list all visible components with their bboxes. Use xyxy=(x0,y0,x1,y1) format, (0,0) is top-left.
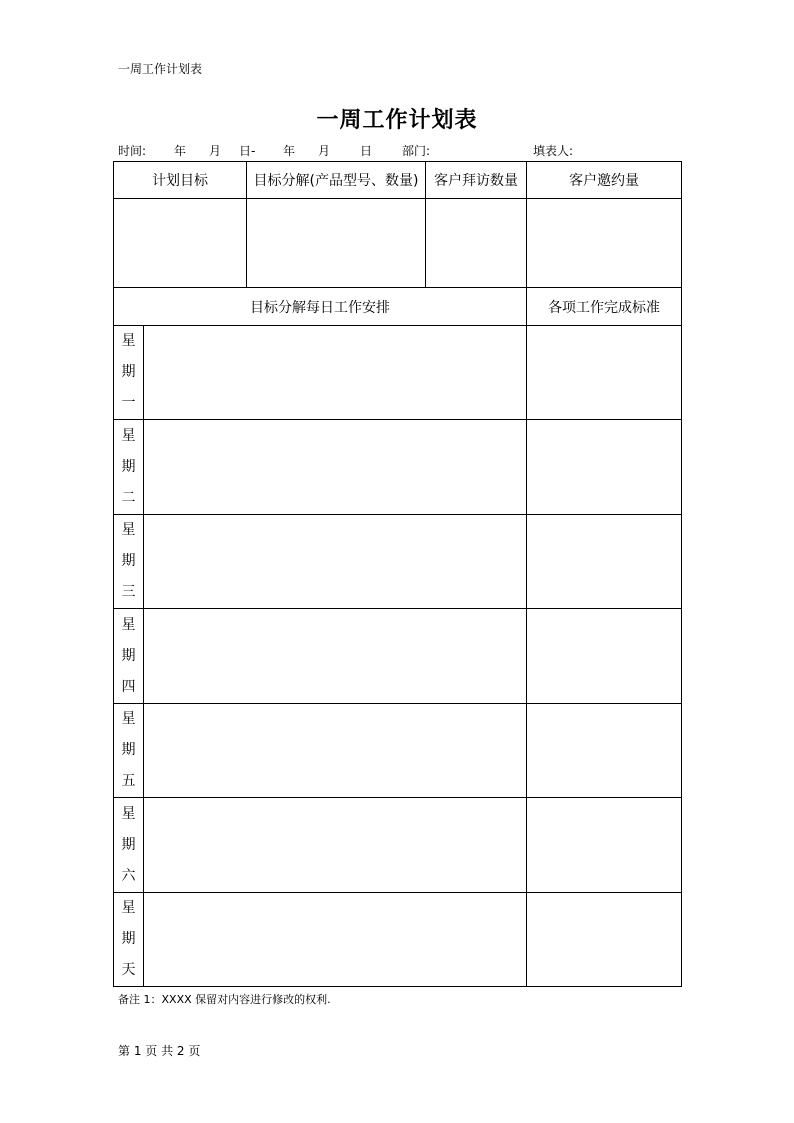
day-label-friday: 星 期 五 xyxy=(114,704,144,798)
day-label-thursday: 星 期 四 xyxy=(114,609,144,704)
month-label-end: 月 xyxy=(318,144,331,158)
header-goal-breakdown: 目标分解(产品型号、数量) xyxy=(247,162,426,199)
goal-input-row xyxy=(114,199,682,288)
day-label-end: 日 xyxy=(360,144,373,158)
day-row-sunday xyxy=(114,893,682,987)
section-header-row xyxy=(114,288,682,326)
footnote: 备注 1：XXXX 保留对内容进行修改的权利. xyxy=(118,993,331,1006)
plan-goal-cell[interactable] xyxy=(114,199,247,288)
day-label-tuesday: 星 期 二 xyxy=(114,420,144,515)
wednesday-standard-cell[interactable] xyxy=(527,515,682,609)
day-row-friday xyxy=(114,704,682,798)
time-label: 时间: xyxy=(118,144,147,158)
saturday-standard-cell[interactable] xyxy=(527,798,682,893)
section-completion-standard: 各项工作完成标准 xyxy=(527,288,682,326)
thursday-standard-cell[interactable] xyxy=(527,609,682,704)
running-header: 一周工作计划表 xyxy=(118,62,203,76)
year-label-start: 年 xyxy=(174,144,187,158)
day-label-saturday: 星 期 六 xyxy=(114,798,144,893)
header-customer-visits: 客户拜访数量 xyxy=(426,162,527,199)
header-row xyxy=(114,162,682,199)
goal-breakdown-cell[interactable] xyxy=(247,199,426,288)
tuesday-schedule-cell[interactable] xyxy=(144,420,527,515)
month-label-start: 月 xyxy=(209,144,222,158)
saturday-schedule-cell[interactable] xyxy=(144,798,527,893)
meta-row xyxy=(0,142,794,158)
page-number: 第 1 页 共 2 页 xyxy=(118,1044,201,1058)
day-row-monday xyxy=(114,326,682,420)
monday-schedule-cell[interactable] xyxy=(144,326,527,420)
customer-visits-cell[interactable] xyxy=(426,199,527,288)
day-row-saturday xyxy=(114,798,682,893)
weekly-plan-table xyxy=(113,161,682,987)
day-label-sunday: 星 期 天 xyxy=(114,893,144,987)
day-label-start: 日- xyxy=(239,144,256,158)
thursday-schedule-cell[interactable] xyxy=(144,609,527,704)
day-row-wednesday xyxy=(114,515,682,609)
friday-schedule-cell[interactable] xyxy=(144,704,527,798)
monday-standard-cell[interactable] xyxy=(527,326,682,420)
customer-invites-cell[interactable] xyxy=(527,199,682,288)
header-customer-invites: 客户邀约量 xyxy=(527,162,682,199)
tuesday-standard-cell[interactable] xyxy=(527,420,682,515)
section-daily-schedule: 目标分解每日工作安排 xyxy=(114,288,527,326)
friday-standard-cell[interactable] xyxy=(527,704,682,798)
header-plan-goal: 计划目标 xyxy=(114,162,247,199)
year-label-end: 年 xyxy=(283,144,296,158)
wednesday-schedule-cell[interactable] xyxy=(144,515,527,609)
day-row-tuesday xyxy=(114,420,682,515)
day-row-thursday xyxy=(114,609,682,704)
filler-label: 填表人: xyxy=(533,144,574,158)
department-label: 部门: xyxy=(402,144,431,158)
document-title: 一周工作计划表 xyxy=(316,107,478,133)
day-label-monday: 星 期 一 xyxy=(114,326,144,420)
day-label-wednesday: 星 期 三 xyxy=(114,515,144,609)
sunday-standard-cell[interactable] xyxy=(527,893,682,987)
sunday-schedule-cell[interactable] xyxy=(144,893,527,987)
